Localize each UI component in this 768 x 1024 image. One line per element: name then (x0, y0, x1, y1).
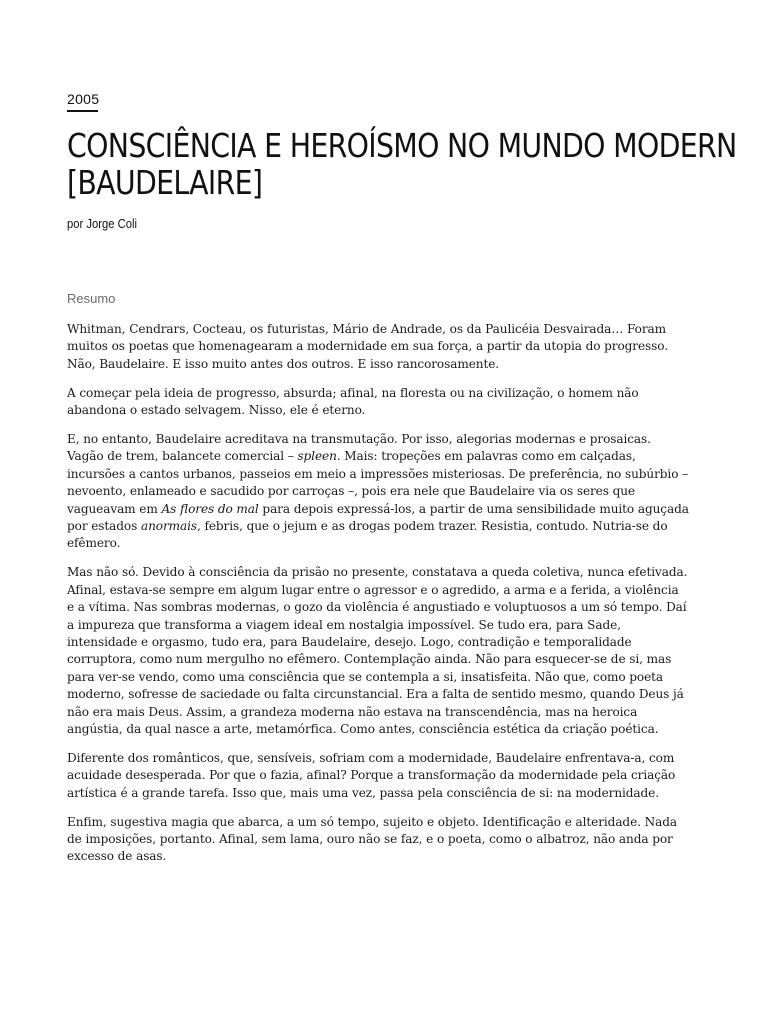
paragraph-3-part-e: para depois expressá-los, a partir de uma sensibilidade muito aguçada por estados (67, 501, 689, 534)
paragraph-3-part-c: . Mais: tropeções em palavras como em calçadas, incursões a cantos urbanos, passeios em meio a impressões misteriosas. De preferência, no subúrbio – nevoento, enlameado e sacudido por carroças –, pois era nele que Baudelaire via os seres que vagueavam em (67, 449, 689, 516)
paragraph-2: A começar pela ideia de progresso, absurda; afinal, na floresta ou na civilização, o homem não abandona o estado selvagem. Nisso, ele é eterno. (67, 385, 639, 418)
year-underline (67, 110, 98, 112)
title-line-1: CONSCIÊNCIA E HEROÍSMO NO MUNDO MODERN (67, 126, 737, 165)
article-title (67, 126, 737, 202)
abstract-body (67, 321, 689, 877)
abstract-heading: Resumo (67, 291, 116, 306)
author-byline[interactable]: por Jorge Coli (67, 217, 138, 231)
publication-year: 2005 (67, 91, 100, 107)
book-title-flores-do-mal: As flores do mal (161, 501, 259, 516)
paragraph-4: Mas não só. Devido à consciência da prisão no presente, constatava a queda coletiva, nunca efetivada. Afinal, estava-se sempre em algum lugar entre o agressor e o agredido, a arma e a ferida, a violência e a vítima. Nas sombras modernas, o gozo da violência é angustiado e voluptuosos a um só tempo. Daí a impureza que transforma a viagem ideal em nostalgia impossível. Se tudo era, para Sade, intensidade e orgasmo, tudo era, para Baudelaire, desejo. Logo, contradição e temporalidade corruptora, como num mergulho no efêmero. Contemplação ainda. Não para esquecer-se de si, mas para ver-se vendo, como uma consciência que se contempla a si, insatisfeita. Não que, como poeta moderno, sofresse de saciedade ou falta circunstancial. Era a falta de sentido mesmo, quando Deus já não era mais Deus. Assim, a grandeza moderna não estava na transcendência, mas na heroica angústia, da qual nasce a arte, metamórfica. Como antes, consciência estética da criação poética. (67, 565, 688, 737)
paragraph-3-part-g: , febris, que o jejum e as drogas podem trazer. Resistia, contudo. Nutria-se do efêmero. (67, 519, 668, 551)
paragraph-5: Diferente dos românticos, que, sensíveis, sofriam com a modernidade, Baudelaire enfrentava-a, com acuidade desesperada. Por que o fazia, afinal? Porque a transformação da modernidade pela criação artística é a grande tarefa. Isso que, mais uma vez, passa pela consciência de si: na modernidade. (67, 750, 676, 800)
paragraph-3-part-a: E, no entanto, Baudelaire acreditava na transmutação. Por isso, alegorias modernas e prosaicas. Vagão de trem, balancete comercial – (67, 432, 651, 464)
anormais-term: anormais (140, 519, 197, 534)
spleen-term: spleen (297, 449, 337, 464)
title-line-2: [BAUDELAIRE] (67, 163, 263, 202)
paragraph-1: Whitman, Cendrars, Cocteau, os futuristas, Mário de Andrade, os da Paulicéia Desvairada… Foram muitos os poetas que homenagearam a modernidade em sua força, a partir da utopia do progresso. Não, Baudelaire. E isso muito antes dos outros. E isso rancorosamente. (67, 322, 668, 371)
paragraph-6: Enfim, sugestiva magia que abarca, a um só tempo, sujeito e objeto. Identificação e alteridade. Nada de imposições, portanto. Afinal, sem lama, ouro não se faz, e o poeta, como o albatroz, não anda por excesso de asas. (67, 814, 677, 864)
paragraph-3 (67, 431, 689, 553)
